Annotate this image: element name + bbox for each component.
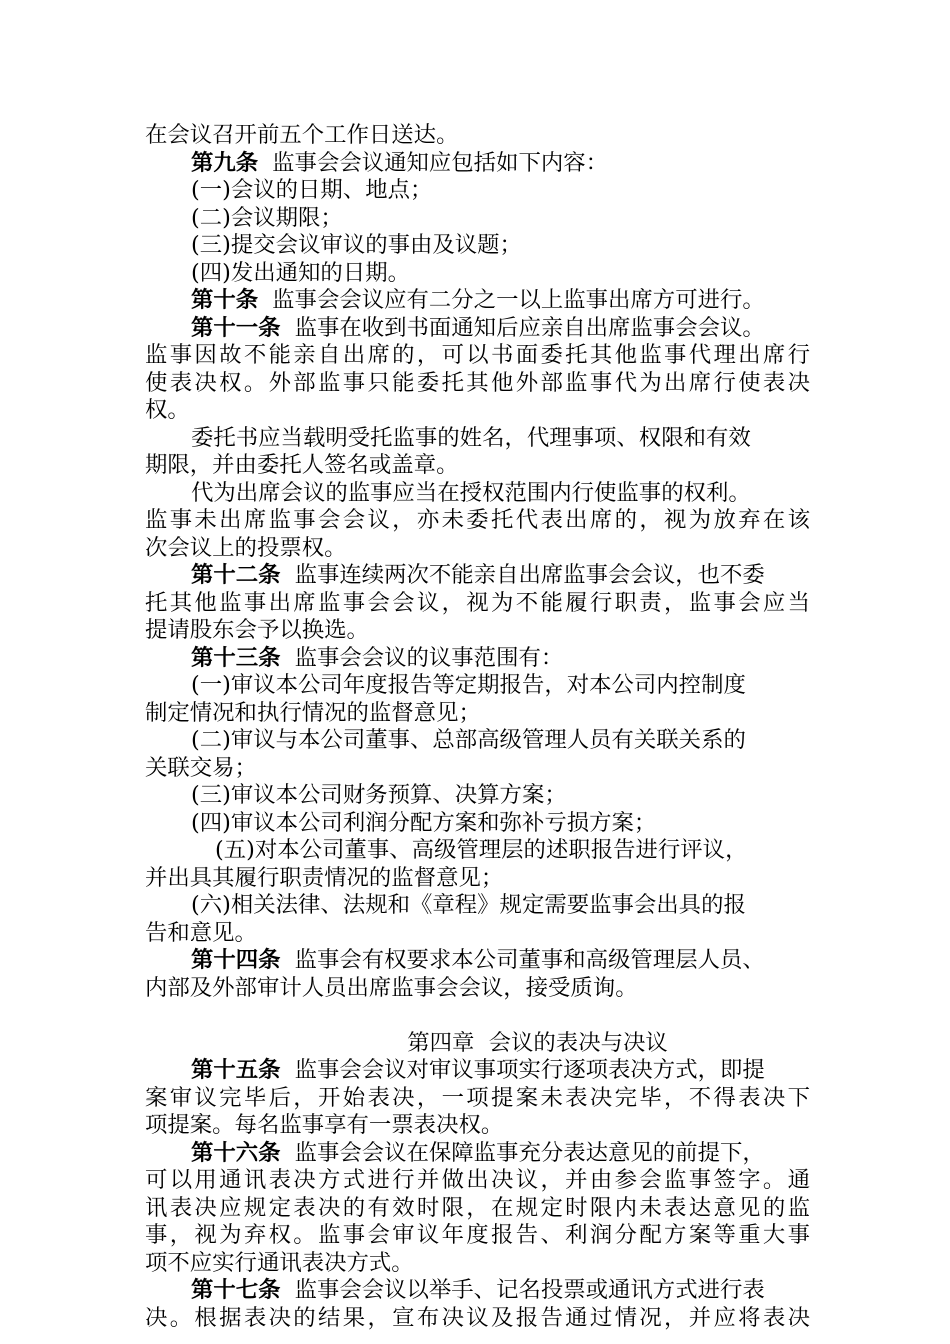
article-line (145, 1277, 810, 1305)
article-text: 监事会会议的议事范围有： (294, 644, 564, 671)
text-line: 代为出席会议的监事应当在授权范围内行使监事的权利。 (191, 479, 751, 506)
article-text: 监事会有权要求本公司董事和高级管理层人员、 (294, 947, 765, 973)
article-heading: 第十一条 (191, 314, 281, 341)
document-page (145, 122, 810, 1332)
text-line: 案审议完毕后，开始表决，一项提案未表决完毕，不得表决下 (145, 1084, 810, 1111)
text-line: 内部及外部审计人员出席监事会会议，接受质询。 (145, 974, 638, 1001)
list-item: (三)审议本公司财务预算、决算方案； (191, 782, 567, 808)
text-line: 托其他监事出席监事会会议，视为不能履行职责，监事会应当 (145, 589, 810, 616)
text-line: 权。 (145, 397, 190, 423)
blank-line (145, 1002, 810, 1030)
article-heading: 第十四条 (191, 947, 281, 973)
article-text: 监事连续两次不能亲自出席监事会会议，也不委 (294, 562, 765, 588)
article-heading: 第十二条 (191, 562, 281, 588)
article-heading: 第十条 (191, 287, 259, 313)
article-heading: 第十七条 (191, 1277, 281, 1303)
list-item: (四)审议本公司利润分配方案和弥补亏损方案； (191, 809, 657, 836)
list-item: (四)发出通知的日期。 (191, 259, 410, 286)
text-line: 并出具其履行职责情况的监督意见； (145, 864, 504, 891)
text-line: 监事未出席监事会会议，亦未委托代表出席的，视为放弃在该 (145, 507, 810, 533)
list-item: (一)会议的日期、地点； (191, 177, 433, 203)
article-text: 监事会会议通知应包括如下内容： (272, 149, 609, 176)
text-line: 告和意见。 (145, 919, 257, 946)
article-text: 监事会会议在保障监事充分表达意见的前提下， (294, 1139, 765, 1166)
list-item: (五)对本公司董事、高级管理层的述职报告进行评议， (215, 837, 748, 863)
text-line: 监事因故不能亲自出席的，可以书面委托其他监事代理出席行 (145, 342, 810, 368)
text-line: 制定情况和执行情况的监督意见； (145, 699, 481, 726)
list-item: (六)相关法律、法规和《章程》规定需要监事会出具的报 (191, 892, 746, 918)
list-item: (一)审议本公司年度报告等定期报告，对本公司内控制度 (191, 672, 746, 698)
text-line: 关联交易； (145, 754, 257, 781)
article-line (145, 150, 810, 178)
article-line (145, 287, 810, 315)
text-line: 项提案。每名监事享有一票表决权。 (145, 1112, 504, 1138)
article-line (145, 315, 810, 343)
article-line (145, 562, 810, 590)
text-line: 在会议召开前五个工作日送达。 (145, 122, 459, 148)
list-item: (二)会议期限； (191, 204, 343, 231)
text-line: 提请股东会予以换选。 (145, 617, 369, 643)
article-line (145, 1140, 810, 1168)
text-line: 次会议上的投票权。 (145, 534, 347, 561)
article-heading: 第十六条 (191, 1139, 281, 1166)
list-item: (三)提交会议审议的事由及议题； (191, 232, 522, 258)
text-line: 委托书应当载明受托监事的姓名，代理事项、权限和有效 (191, 424, 751, 451)
article-text: 监事会会议应有二分之一以上监事出席方可进行。 (272, 287, 765, 313)
text-line: 可以用通讯表决方式进行并做出决议，并由参会监事签字。通 (145, 1167, 810, 1193)
text-line: 使表决权。外部监事只能委托其他外部监事代为出席行使表决 (145, 369, 810, 396)
text-line: 事，视为弃权。监事会审议年度报告、利润分配方案等重大事 (145, 1222, 810, 1248)
text-line: 项不应实行通讯表决方式。 (145, 1249, 414, 1276)
article-text: 监事在收到书面通知后应亲自出席监事会会议。 (294, 314, 765, 341)
article-text: 监事会会议以举手、记名投票或通讯方式进行表 (294, 1277, 765, 1303)
article-heading: 第九条 (191, 149, 259, 176)
article-line (145, 947, 810, 975)
article-heading: 第十三条 (191, 644, 281, 671)
article-line (145, 645, 810, 673)
text-line: 决。根据表决的结果，宣布决议及报告通过情况，并应将表决 (145, 1304, 810, 1331)
list-item: (二)审议与本公司董事、总部高级管理人员有关联关系的 (191, 727, 746, 753)
article-text: 监事会会议对审议事项实行逐项表决方式，即提 (294, 1057, 765, 1083)
article-line (145, 1057, 810, 1085)
article-heading: 第十五条 (191, 1057, 281, 1083)
text-line: 期限，并由委托人签名或盖章。 (145, 452, 459, 478)
chapter-title: 第四章 会议的表决与决议 (407, 1029, 668, 1056)
text-line: 讯表决应规定表决的有效时限，在规定时限内未表达意见的监 (145, 1194, 810, 1221)
